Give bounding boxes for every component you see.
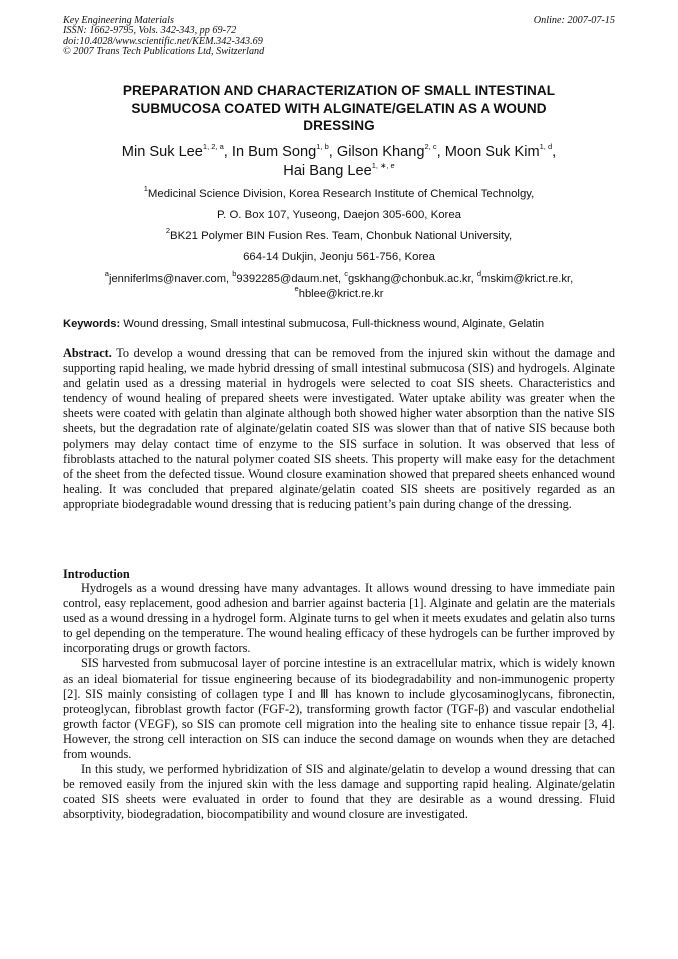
abstract: [63, 346, 615, 512]
abstract-label: Abstract.: [63, 346, 112, 360]
author-affiliation-marker: 1, 2, a: [202, 142, 224, 152]
author-affiliation-marker: 1, d: [539, 142, 553, 152]
affiliation-2-line-1: [63, 226, 615, 247]
email-marker: a: [104, 269, 109, 279]
email-address: gskhang@chonbuk.ac.kr,: [347, 273, 477, 285]
affiliation-marker: 1: [143, 184, 148, 194]
author-name: Hai Bang Lee: [283, 163, 372, 179]
introduction-heading: Introduction: [63, 567, 130, 581]
email-address: hblee@krict.re.kr: [298, 287, 384, 300]
email-address: jenniferlms@naver.com,: [108, 273, 233, 285]
introduction-paragraph-2: SIS harvested from submucosal layer of porcine intestine is an extracellular matrix, which is widely known as an ideal biomaterial for tissue engineering because of its biodegradability and non-immunogenic property [2]. SIS mainly consisting of collagen type I and Ⅲ has known to include glycosaminoglycans, fibronectin, proteoglycan, fibroblast growth factor (FGF-2), transforming growth factor (TGF-β) and vascular endothelial growth factor (VEGF), so SIS can promote cell migration into the healing site to enhance tissue repair [3, 4]. However, the strong cell interaction on SIS can induce the second damage on wounds when they are detached from wounds.: [63, 656, 615, 762]
paper-title: [63, 82, 615, 135]
email-marker: c: [344, 269, 348, 279]
copyright-line: © 2007 Trans Tech Publications Ltd, Switzerland: [63, 46, 265, 58]
email-marker: d: [476, 269, 482, 279]
author-affiliation-marker: 2, c: [424, 142, 437, 152]
title-line-2: SUBMUCOSA COATED WITH ALGINATE/GELATIN AS A WOUND: [131, 100, 547, 116]
keywords-label: Keywords:: [63, 318, 121, 330]
journal-header: [63, 16, 615, 58]
email-line-1: [63, 269, 615, 287]
author-name: In Bum Song: [231, 144, 317, 160]
author-separator: ,: [436, 144, 445, 160]
author-name: Moon Suk Kim: [444, 144, 540, 160]
author-name: Gilson Khang: [336, 144, 425, 160]
doi-line: doi:10.4028/www.scientific.net/KEM.342-343.69: [63, 35, 263, 47]
email-marker: b: [232, 269, 237, 279]
online-date: Online: 2007-07-15: [533, 15, 615, 26]
affiliation-1-line-2: P. O. Box 107, Yuseong, Daejon 305-600, Korea: [216, 209, 462, 221]
title-line-1: PREPARATION AND CHARACTERIZATION OF SMALL INTESTINAL: [122, 83, 556, 98]
keywords-text: Wound dressing, Small intestinal submucosa, Full-thickness wound, Alginate, Gelatin: [120, 318, 545, 330]
email-line-2: [63, 283, 615, 302]
affiliations: [63, 184, 615, 268]
affiliation-text: Medicinal Science Division, Korea Research Institute of Chemical Technolgy,: [147, 188, 535, 200]
issn-line: ISSN: 1662-9795, Vols. 342-343, pp 69-72: [63, 25, 237, 37]
author-line-1: [63, 143, 615, 162]
author-line-2: [63, 162, 615, 181]
introduction-paragraph-3: In this study, we performed hybridization of SIS and alginate/gelatin to develop a wound dressing that can be removed easily from the injured skin with the less damage and supporting rapid healing. Alginate/gelatin coated SIS sheets were evaluated in order to found that they are desirable as a wound dressing. Fluid absorptivity, biodegradation, biocompatibility and wound closure are investigated.: [63, 762, 615, 822]
journal-name: Key Engineering Materials: [63, 15, 174, 26]
author-emails: [63, 269, 615, 301]
affiliation-2-line-2: 664-14 Dukjin, Jeonju 561-756, Korea: [243, 251, 435, 263]
keywords: [63, 317, 615, 331]
affiliation-marker: 2: [165, 226, 171, 236]
author-separator: ,: [328, 144, 337, 160]
email-address: mskim@krict.re.kr,: [481, 273, 574, 285]
introduction-paragraph-1: Hydrogels as a wound dressing have many advantages. It allows wound dressing to have immediate pain control, easy replacement, good adhesion and barrier against bacteria [1]. Alginate and gelatin are the materials used as a wound dressing in a hydrogel form. Alginate turns to gel when it meets exudates and gelatin also turns to gel depending on the temperature. The wound healing efficacy of these hydrogels can be further improved by incorporating drugs or growth factors.: [63, 581, 615, 656]
email-address: 9392285@daum.net,: [236, 273, 345, 285]
author-separator: ,: [552, 144, 557, 160]
title-line-3: DRESSING: [303, 118, 375, 134]
abstract-text: To develop a wound dressing that can be removed from the injured skin without the damage and supporting rapid healing, we made hybrid dressing of small intestinal submucosa (SIS) and hydrogels. Alginate and gelatin used as a dressing material in hydrogels were selected to coat SIS sheets. Characteristics and tendency of wound healing of prepared sheets were investigated. Water uptake ability was greater when the sheets were coated with gelatin than alginate although both showed higher water absorption than the native SIS sheets, but the degradation rate of alginate/gelatin coated SIS was slower than that of native SIS because both polymers may delay contact time of enzyme to the SIS surface in solution. It was observed that less of fibroblasts attached to the natural polymer coated SIS sheets. This property will make easy for the detachment of the sheet from the defected tissue. Wound closure examination showed that prepared sheets enhanced wound healing. It was concluded that prepared alginate/gelatin coated SIS sheets are positively regarded as an appropriate biodegradable wound dressing that is reducing patient’s pain during change of the dressing.: [63, 346, 615, 511]
affiliation-text: BK21 Polymer BIN Fusion Res. Team, Chonbuk National University,: [170, 230, 513, 242]
author-list: [63, 143, 615, 181]
email-marker: e: [294, 283, 299, 293]
author-name: Min Suk Lee: [121, 144, 203, 160]
author-affiliation-marker: 1, ∗, e: [371, 161, 395, 171]
author-affiliation-marker: 1, b: [316, 142, 329, 152]
introduction-body: [63, 581, 615, 823]
author-separator: ,: [223, 144, 232, 160]
affiliation-1-line-1: [63, 184, 615, 205]
